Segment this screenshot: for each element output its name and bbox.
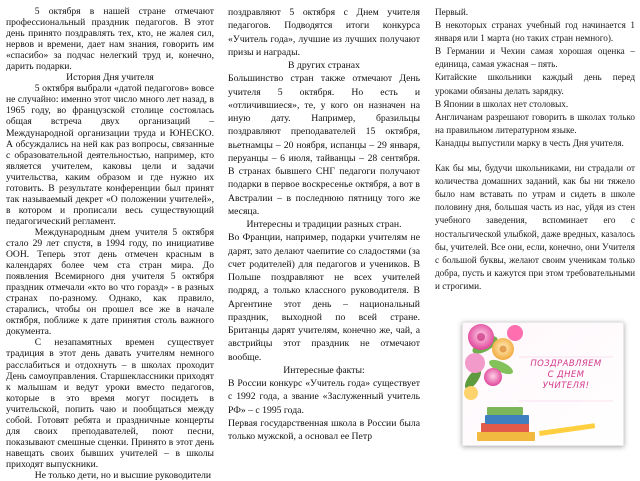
paragraph-fact-contest: В России конкурс «Учитель года» существует с 1992 года, а звание «Заслуженный учитель РФ» – с 1995 года. — [228, 378, 420, 416]
fact-england-language: Англичанам разрешают говорить в школах только на правильном литературном языке. — [435, 111, 635, 135]
greeting-card-image — [462, 322, 624, 446]
column-middle — [228, 6, 420, 443]
fact-japan-canteens: В Японии в школах нет столовых. — [435, 98, 569, 109]
paragraph-first: Первый. — [435, 7, 469, 17]
heading-facts: Интересные факты: — [283, 364, 365, 376]
fact-school-year: В некоторых странах учебный год начинается 1 января или 1 марта (но таких стран немного). — [435, 20, 635, 44]
fact-china-exercise: Китайские школьники каждый день перед уроками обязаны делать зарядку. — [435, 72, 635, 96]
paragraph-international-day: Международным днем учителя 5 октября стало 29 лет спустя, в 1994 году, по инициативе ООН. Теперь этот день отмечен красным в календарях более чем ста стран мира. До появления Всемирного дня учителя 5 октября праздник отмечали «кто во что горазд» - в разных странах по-разному. Однако, как правило, старались, чтобы он прошел все же в начале октября, поближе к дате принятия столь важного документа. — [6, 226, 214, 338]
paragraph-nostalgia: Как бы мы, будучи школьниками, ни страдали от количества домашних заданий, как бы ни тяжело было нам вставать по утрам и сидеть в школе половину дня, большая часть из нас, уйдя из стен учебного заведения, вспоминает его с ностальгической улыбкой, даже вредных, казалось бы, учителей. Все они, если, конечно, они Учителя с большой буквы, желают своим ученикам только добра, пусть и кажутся при этом требовательными и строгими. — [435, 163, 635, 291]
paragraph-fact-first-school: Первая государственная школа в России была только мужской, а основал ее Петр — [228, 417, 420, 442]
paragraph-leaders: Не только дети, но и высшие руководители — [34, 469, 211, 481]
card-line-2: С ДНЕМ — [547, 370, 585, 380]
fact-grades: В Германии и Чехии самая хорошая оценка – единица, самая ужасная – пять. — [435, 46, 635, 70]
fact-canada-stamp: Канадцы выпустили марку в честь Дня учителя. — [435, 137, 624, 148]
paragraph-history-date: 5 октября выбрали «датой педагогов» вовсе не случайно: именно этот число много лет назад, в 1965 году, во французской столице состоялась общая встреча двух организаций – Международной организации труда и ЮНЕСКО. А обсуждались на ней как раз вопросы, связанные с образовательной деятельностью, например, кто является учителем, каковы цели и задачи учительства, каким образом и где нужно их готовить. В результате конференции был принят так называемый декрет «О положении учителей», в котором и прописали весь существующий педагогический регламент. — [6, 83, 214, 227]
paragraph-intro: 5 октября в нашей стране отмечают профессиональный праздник педагогов. В этот день принято поздравлять тех, кто, не жалея сил, нервов и времени, дает нам знания, говорить им «спасибо» за подчас нелегкий труд и, конечно, дарить подарки. — [6, 6, 214, 73]
card-line-1: ПОЗДРАВЛЯЕМ — [530, 359, 602, 369]
paragraph-other-countries: Большинство стран также отмечают День учителя 5 октября. Но есть и «отличившиеся», те, у кого он назначен на иную дату. Например, бразильцы поздравляют преподавателей 15 октября, вьетнамцы – 20 ноября, испанцы – 29 января, перуанцы – 6 июля, тайванцы – 28 сентября. В странах бывшего СНГ педагоги получают подарки в первое воскресенье октября, а вот в Австралии – в последнюю пятницу того же месяца. — [228, 73, 420, 217]
heading-history: История Дня учителя — [66, 72, 154, 84]
heading-other-countries: В других странах — [288, 60, 360, 71]
paragraph-self-government-day: С незапамятных времен существует традиция в этот день давать учителям немного расслабиться и отдохнуть – в школах проходит День самоуправления. Старшеклассники приходят к малышам и ведут уроки вместо педагогов, которые в это время могут посидеть в учительской, попить чаю и пообщаться между собой. Готовят ребята и праздничные концерты для своих преподавателей, поют песни, показывают смешные сценки. Принято в этот день навещать своих бывших учителей – в школы приходят выпускники. — [6, 337, 214, 470]
column-right — [435, 6, 635, 293]
card-line-3: УЧИТЕЛЯ! — [542, 381, 590, 391]
card-greeting-text — [517, 359, 615, 392]
heading-traditions: Интересны и традиции разных стран. — [246, 219, 402, 230]
column-left — [6, 6, 214, 481]
paragraph-congratulations: поздравляют 5 октября с Днем учителя педагогов. Подводятся итоги конкурса «Учитель года», лучшие из лучших получают призы и награды. — [228, 7, 420, 58]
paragraph-traditions: Во Франции, например, подарки учителям не дарят, зато делают чаепитие со сладостями (за счет родителей) для педагогов и учеников. В Польше поздравляют не всех учителей подряд, а только классного руководителя. В Аргентине этот день – национальный праздник, выходной по всей стране. Британцы дарят учителям, конечно же, чай, а австрийцы этот праздник не отмечают вообще. — [228, 232, 420, 363]
